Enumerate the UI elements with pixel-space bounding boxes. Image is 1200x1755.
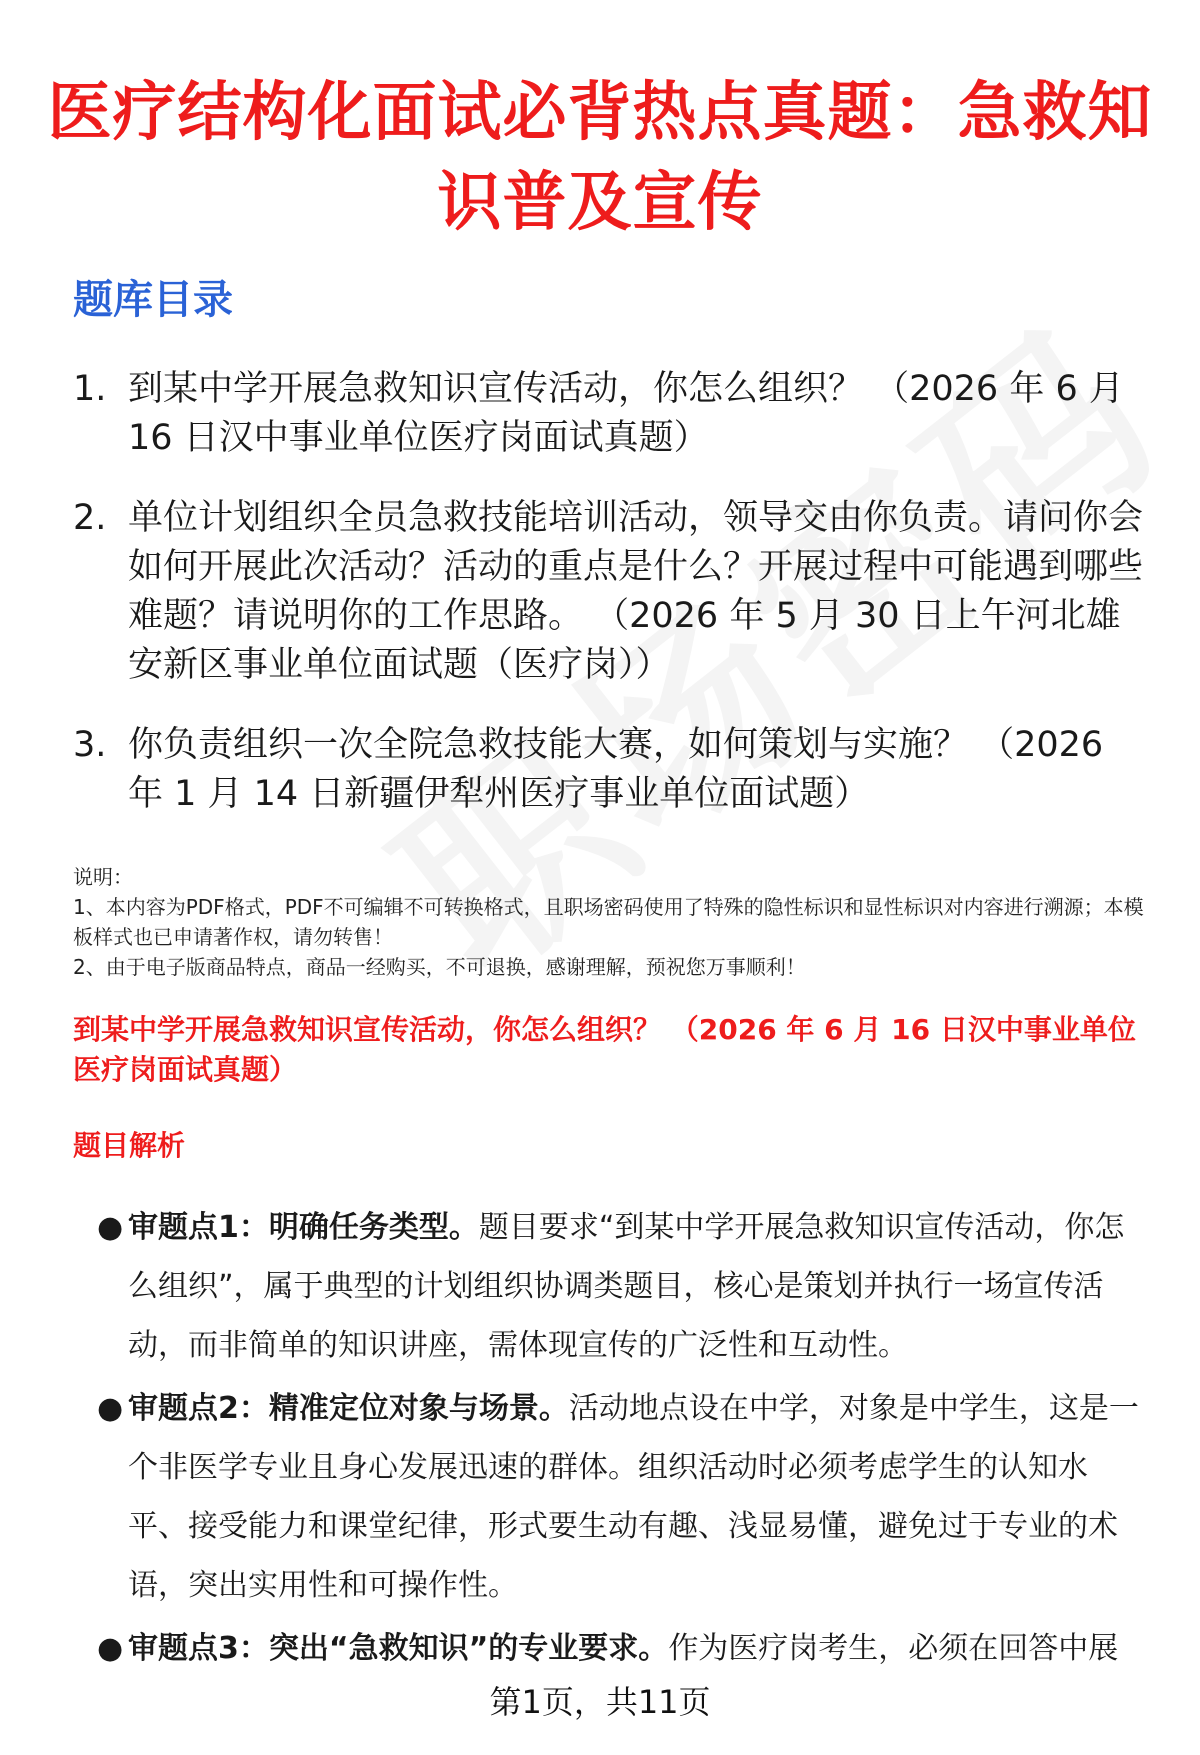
toc-item-number: 2. (73, 498, 107, 538)
point-text: 活动地点设在中学，对象是中学生，这是一个非医学专业且身心发展迅速的群体。组织活动时必须考虑学生的认知水平、接受能力和课堂纪律，形式要生动有趣、浅显易懂，避免过于专业的术语，突出实用性和可操作性。 (128, 1391, 1139, 1603)
page-footer: 第1页，共11页 (489, 1683, 711, 1721)
analysis-point (97, 1379, 1142, 1615)
notes-line-2: 2、由于电子版商品特点，商品一经购买，不可退换，感谢理解，预祝您万事顺利！ (73, 955, 806, 979)
point-heading: 审题点3：突出“急救知识”的专业要求。 (128, 1631, 669, 1666)
page-title: 医疗结构化面试必背热点真题：急救知识普及宣传 (47, 76, 1153, 240)
point-text: 作为医疗岗考生，必须在回答中展 (668, 1631, 1119, 1666)
toc-item[interactable] (73, 494, 1143, 690)
toc-item[interactable] (73, 365, 1143, 463)
toc-list (73, 365, 1143, 819)
question-heading: 到某中学开展急救知识宣传活动，你怎么组织？ （2026 年 6 月 16 日汉中事业单位医疗岗面试真题） (73, 1013, 1136, 1086)
notes-line-1: 1、本内容为PDF格式，PDF不可编辑不可转换格式，且职场密码使用了特殊的隐性标识和显性标识对内容进行溯源；本模板样式也已申请著作权，请勿转售！ (73, 895, 1144, 949)
analysis-heading: 题目解析 (73, 1129, 186, 1162)
bullet-icon: ● (97, 1391, 124, 1426)
toc-item-text: 你负责组织一次全院急救技能大赛，如何策划与实施？ （2026 年 1 月 14 日新疆伊犁州医疗事业单位面试题） (128, 725, 1104, 814)
point-heading: 审题点2：精准定位对象与场景。 (128, 1391, 569, 1426)
toc-heading: 题库目录 (73, 277, 233, 323)
toc-item-text: 到某中学开展急救知识宣传活动，你怎么组织？ （2026 年 6 月 16 日汉中事业单位医疗岗面试真题） (128, 369, 1124, 458)
toc-item-text: 单位计划组织全员急救技能培训活动，领导交由你负责。请问你会如何开展此次活动？活动的重点是什么？开展过程中可能遇到哪些难题？请说明你的工作思路。 （2026 年 5 月 30 日上午河北雄安新区事业单位面试题（医疗岗）） (128, 498, 1144, 685)
toc-item[interactable] (73, 721, 1143, 819)
notes-label: 说明： (73, 865, 133, 889)
analysis-point (97, 1619, 1142, 1678)
toc-item-number: 3. (73, 725, 107, 765)
point-heading: 审题点1：明确任务类型。 (128, 1210, 479, 1245)
analysis-points (97, 1198, 1142, 1678)
notes-section (73, 862, 1163, 982)
bullet-icon: ● (97, 1631, 124, 1666)
bullet-icon: ● (97, 1210, 124, 1245)
toc-item-number: 1. (73, 369, 107, 409)
analysis-point (97, 1198, 1142, 1375)
point-text: 题目要求“到某中学开展急救知识宣传活动，你怎么组织”，属于典型的计划组织协调类题目，核心是策划并执行一场宣传活动，而非简单的知识讲座，需体现宣传的广泛性和互动性。 (128, 1210, 1125, 1363)
